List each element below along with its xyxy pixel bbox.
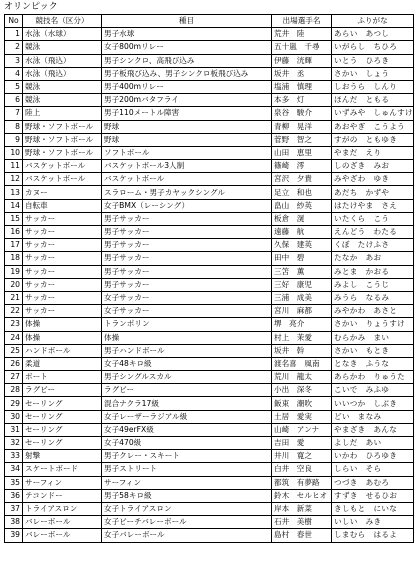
header-no: No <box>5 15 23 28</box>
cell-no: 29 <box>5 397 23 410</box>
cell-name: 三浦 成美 <box>272 291 332 304</box>
cell-name: 本多 灯 <box>272 94 332 107</box>
cell-name: 小出 深冬 <box>272 384 332 397</box>
cell-name: 篠崎 澪 <box>272 160 332 173</box>
cell-item: 男子クレー・スキート <box>102 450 272 463</box>
cell-no: 14 <box>5 199 23 212</box>
cell-no: 24 <box>5 331 23 344</box>
cell-kana: むらかみ まい <box>332 331 414 344</box>
cell-item: 男子板飛び込み、男子シンクロ板飛び込み <box>102 67 272 80</box>
cell-item: ソフトボール <box>102 146 272 159</box>
cell-item: 女子470級 <box>102 437 272 450</box>
cell-kana: いとう ひろき <box>332 54 414 67</box>
cell-no: 13 <box>5 186 23 199</box>
cell-kana: みやざわ ゆき <box>332 173 414 186</box>
cell-event: サッカー <box>23 212 102 225</box>
table-row <box>5 384 414 397</box>
cell-kana: いずみや しゅんすけ <box>332 107 414 120</box>
cell-event: 水泳（飛込） <box>23 54 102 67</box>
cell-name: 田中 碧 <box>272 252 332 265</box>
table-row <box>5 278 414 291</box>
cell-name: 岸本 新菜 <box>272 502 332 515</box>
cell-event: サッカー <box>23 278 102 291</box>
cell-item: 男子水球 <box>102 28 272 41</box>
cell-item: 男子ストリート <box>102 463 272 476</box>
cell-kana: えんどう わたる <box>332 226 414 239</box>
cell-name: 堺 亮介 <box>272 318 332 331</box>
cell-kana: いたくら こう <box>332 212 414 225</box>
table-body <box>5 28 414 542</box>
cell-item: 野球 <box>102 120 272 133</box>
cell-kana: ほんだ ともる <box>332 94 414 107</box>
cell-item: 女子800mリレー <box>102 41 272 54</box>
cell-kana: きしもと にいな <box>332 502 414 515</box>
cell-event: サッカー <box>23 252 102 265</box>
cell-event: セーリング <box>23 437 102 450</box>
cell-kana: しまむら はるよ <box>332 529 414 542</box>
cell-name: 荒川 龍太 <box>272 371 332 384</box>
cell-event: 野球・ソフトボール <box>23 120 102 133</box>
cell-item: 女子49erFX級 <box>102 423 272 436</box>
cell-item: トランポリン <box>102 318 272 331</box>
cell-item: 女子サッカー <box>102 305 272 318</box>
cell-event: 体操 <box>23 331 102 344</box>
cell-kana: しおうら しんり <box>332 80 414 93</box>
cell-event: 競泳 <box>23 94 102 107</box>
cell-event: 水泳（飛込） <box>23 67 102 80</box>
cell-kana: どい まなみ <box>332 410 414 423</box>
table-row <box>5 450 414 463</box>
cell-name: 土居 愛実 <box>272 410 332 423</box>
table-row <box>5 265 414 278</box>
cell-name: 都筑 有夢路 <box>272 476 332 489</box>
cell-item: 女子48キロ級 <box>102 357 272 370</box>
cell-name: 吉田 愛 <box>272 437 332 450</box>
cell-event: バスケットボール <box>23 173 102 186</box>
table-row <box>5 173 414 186</box>
cell-no: 11 <box>5 160 23 173</box>
cell-event: セーリング <box>23 423 102 436</box>
cell-name: 三好 康児 <box>272 278 332 291</box>
cell-kana: やまざき あんな <box>332 423 414 436</box>
cell-item: 混合ナクラ17級 <box>102 397 272 410</box>
cell-no: 39 <box>5 529 23 542</box>
cell-no: 37 <box>5 502 23 515</box>
table-row <box>5 107 414 120</box>
table-row <box>5 397 414 410</box>
cell-event: 競泳 <box>23 41 102 54</box>
cell-name: 宮川 麻都 <box>272 305 332 318</box>
cell-name: 宮沢 夕貴 <box>272 173 332 186</box>
table-row <box>5 160 414 173</box>
cell-name: 坂井 幹 <box>272 344 332 357</box>
cell-kana: さかい しょう <box>332 67 414 80</box>
cell-event: サッカー <box>23 265 102 278</box>
cell-kana: いしい みき <box>332 516 414 529</box>
cell-event: バスケットボール <box>23 160 102 173</box>
cell-name: 菅野 智之 <box>272 133 332 146</box>
cell-name: 青柳 晃洋 <box>272 120 332 133</box>
cell-event: トライアスロン <box>23 502 102 515</box>
table-row <box>5 489 414 502</box>
cell-name: 鈴木 セルヒオ <box>272 489 332 502</box>
cell-event: セーリング <box>23 397 102 410</box>
cell-kana: みとま かおる <box>332 265 414 278</box>
cell-no: 8 <box>5 120 23 133</box>
table-row <box>5 344 414 357</box>
cell-item: 男子シングルスカル <box>102 371 272 384</box>
table-row <box>5 476 414 489</box>
cell-no: 28 <box>5 384 23 397</box>
cell-item: スラローム・男子カヤックシングル <box>102 186 272 199</box>
table-row <box>5 423 414 436</box>
cell-no: 36 <box>5 489 23 502</box>
cell-name: 白井 空良 <box>272 463 332 476</box>
cell-name: 伊藤 洸輝 <box>272 54 332 67</box>
cell-event: セーリング <box>23 410 102 423</box>
table-row <box>5 41 414 54</box>
cell-no: 33 <box>5 450 23 463</box>
table-row <box>5 239 414 252</box>
cell-name: 山田 恵里 <box>272 146 332 159</box>
table-row <box>5 437 414 450</box>
cell-event: 野球・ソフトボール <box>23 133 102 146</box>
cell-item: バスケットボール3人制 <box>102 160 272 173</box>
table-row <box>5 146 414 159</box>
cell-no: 19 <box>5 265 23 278</box>
cell-name: 井川 寛之 <box>272 450 332 463</box>
cell-event: 体操 <box>23 318 102 331</box>
cell-no: 17 <box>5 239 23 252</box>
cell-event: 競泳 <box>23 80 102 93</box>
cell-item: バスケットボール <box>102 173 272 186</box>
cell-event: ボート <box>23 371 102 384</box>
cell-name: 畠山 紗英 <box>272 199 332 212</box>
cell-event: 水泳（水球） <box>23 28 102 41</box>
cell-name: 五十嵐 千尋 <box>272 41 332 54</box>
cell-kana: すずき せるひお <box>332 489 414 502</box>
table-row <box>5 502 414 515</box>
cell-name: 荒井 陸 <box>272 28 332 41</box>
cell-event: 野球・ソフトボール <box>23 146 102 159</box>
table-row <box>5 318 414 331</box>
cell-kana: あおやぎ こうよう <box>332 120 414 133</box>
cell-kana: あだち かずや <box>332 186 414 199</box>
table-row <box>5 133 414 146</box>
cell-no: 21 <box>5 291 23 304</box>
table-row <box>5 529 414 542</box>
table-row <box>5 410 414 423</box>
cell-item: 女子トライアスロン <box>102 502 272 515</box>
cell-item: 男子400mリレー <box>102 80 272 93</box>
cell-no: 5 <box>5 80 23 93</box>
table-row <box>5 67 414 80</box>
cell-no: 32 <box>5 437 23 450</box>
cell-no: 23 <box>5 318 23 331</box>
cell-no: 20 <box>5 278 23 291</box>
cell-no: 35 <box>5 476 23 489</box>
header-name: 出場選手名 <box>272 15 332 28</box>
cell-item: ラグビー <box>102 384 272 397</box>
cell-item: 男子シンクロ、高飛び込み <box>102 54 272 67</box>
cell-event: テコンドー <box>23 489 102 502</box>
cell-item: 女子バレーボール <box>102 529 272 542</box>
cell-no: 34 <box>5 463 23 476</box>
cell-name: 足立 和也 <box>272 186 332 199</box>
athlete-table <box>4 14 414 543</box>
table-row <box>5 212 414 225</box>
cell-kana: やまだ えり <box>332 146 414 159</box>
table-row <box>5 186 414 199</box>
cell-kana: しのざき みお <box>332 160 414 173</box>
sheet-title: オリンピック <box>4 2 58 12</box>
table-row <box>5 371 414 384</box>
cell-no: 30 <box>5 410 23 423</box>
cell-kana: となき ふうな <box>332 357 414 370</box>
table-row <box>5 331 414 344</box>
table-row <box>5 120 414 133</box>
cell-kana: みうら なるみ <box>332 291 414 304</box>
cell-name: 泉谷 駿介 <box>272 107 332 120</box>
table-row <box>5 516 414 529</box>
cell-no: 1 <box>5 28 23 41</box>
cell-kana: こいで みふゆ <box>332 384 414 397</box>
cell-kana: さかい りょうすけ <box>332 318 414 331</box>
cell-kana: みよし こうじ <box>332 278 414 291</box>
table-row <box>5 199 414 212</box>
table-row <box>5 54 414 67</box>
cell-name: 坂井 丞 <box>272 67 332 80</box>
cell-item: 男子58キロ級 <box>102 489 272 502</box>
cell-event: バレーボール <box>23 516 102 529</box>
table-row <box>5 94 414 107</box>
cell-kana: くぼ たけふさ <box>332 239 414 252</box>
cell-item: 女子BMX（レーシング） <box>102 199 272 212</box>
cell-kana: あらかわ りゅうた <box>332 371 414 384</box>
cell-no: 26 <box>5 357 23 370</box>
cell-event: カヌー <box>23 186 102 199</box>
cell-name: 渡名喜 風南 <box>272 357 332 370</box>
cell-name: 三笘 薫 <box>272 265 332 278</box>
cell-event: サッカー <box>23 305 102 318</box>
cell-kana: はたけやま さえ <box>332 199 414 212</box>
cell-kana: みやかわ あさと <box>332 305 414 318</box>
cell-item: 男子サッカー <box>102 226 272 239</box>
header-item: 種目 <box>102 15 272 28</box>
cell-kana: よしだ あい <box>332 437 414 450</box>
cell-kana: さかい もとき <box>332 344 414 357</box>
cell-event: 射撃 <box>23 450 102 463</box>
cell-event: サッカー <box>23 291 102 304</box>
cell-no: 2 <box>5 41 23 54</box>
cell-item: 男子200mバタフライ <box>102 94 272 107</box>
cell-kana: いかわ ひろゆき <box>332 450 414 463</box>
cell-no: 18 <box>5 252 23 265</box>
cell-item: 男子ハンドボール <box>102 344 272 357</box>
cell-kana: つづき あむろ <box>332 476 414 489</box>
cell-kana: いいつか しぶき <box>332 397 414 410</box>
cell-item: 体操 <box>102 331 272 344</box>
cell-event: ハンドボール <box>23 344 102 357</box>
cell-no: 27 <box>5 371 23 384</box>
cell-no: 12 <box>5 173 23 186</box>
cell-name: 石井 美樹 <box>272 516 332 529</box>
table-row <box>5 28 414 41</box>
cell-kana: しらい そら <box>332 463 414 476</box>
table-row <box>5 305 414 318</box>
cell-name: 飯束 潮吹 <box>272 397 332 410</box>
cell-no: 31 <box>5 423 23 436</box>
cell-item: 男子サッカー <box>102 239 272 252</box>
cell-item: 女子サッカー <box>102 291 272 304</box>
header-kana: ふりがな <box>332 15 414 28</box>
cell-name: 島村 春世 <box>272 529 332 542</box>
cell-item: 野球 <box>102 133 272 146</box>
table-row <box>5 252 414 265</box>
cell-no: 7 <box>5 107 23 120</box>
cell-no: 16 <box>5 226 23 239</box>
table-row <box>5 80 414 93</box>
cell-name: 塩浦 慎理 <box>272 80 332 93</box>
cell-item: 男子サッカー <box>102 265 272 278</box>
cell-event: スケートボード <box>23 463 102 476</box>
header-row <box>5 15 414 28</box>
cell-item: 女子レーザーラジアル級 <box>102 410 272 423</box>
table-row <box>5 463 414 476</box>
cell-name: 山崎 アンナ <box>272 423 332 436</box>
cell-no: 4 <box>5 67 23 80</box>
table-row <box>5 357 414 370</box>
cell-event: サッカー <box>23 226 102 239</box>
cell-event: 柔道 <box>23 357 102 370</box>
cell-kana: すがの ともゆき <box>332 133 414 146</box>
cell-no: 15 <box>5 212 23 225</box>
cell-item: 男子サッカー <box>102 252 272 265</box>
cell-event: 自転車 <box>23 199 102 212</box>
cell-item: サーフィン <box>102 476 272 489</box>
header-event: 競技名（区分） <box>23 15 102 28</box>
cell-item: 男子サッカー <box>102 212 272 225</box>
cell-name: 板倉 滉 <box>272 212 332 225</box>
cell-kana: いがらし ちひろ <box>332 41 414 54</box>
cell-name: 久保 建英 <box>272 239 332 252</box>
cell-kana: あらい あつし <box>332 28 414 41</box>
cell-event: サッカー <box>23 239 102 252</box>
cell-item: 男子110メートル障害 <box>102 107 272 120</box>
cell-item: 男子サッカー <box>102 278 272 291</box>
cell-event: ラグビー <box>23 384 102 397</box>
cell-no: 10 <box>5 146 23 159</box>
cell-name: 村上 茉愛 <box>272 331 332 344</box>
cell-name: 遠藤 航 <box>272 226 332 239</box>
cell-event: バレーボール <box>23 529 102 542</box>
cell-no: 38 <box>5 516 23 529</box>
cell-no: 6 <box>5 94 23 107</box>
table-row <box>5 291 414 304</box>
cell-kana: たなか あお <box>332 252 414 265</box>
cell-event: サーフィン <box>23 476 102 489</box>
cell-no: 3 <box>5 54 23 67</box>
cell-no: 25 <box>5 344 23 357</box>
table-row <box>5 226 414 239</box>
cell-item: 女子ビーチバレーボール <box>102 516 272 529</box>
cell-no: 9 <box>5 133 23 146</box>
cell-event: 陸上 <box>23 107 102 120</box>
cell-no: 22 <box>5 305 23 318</box>
